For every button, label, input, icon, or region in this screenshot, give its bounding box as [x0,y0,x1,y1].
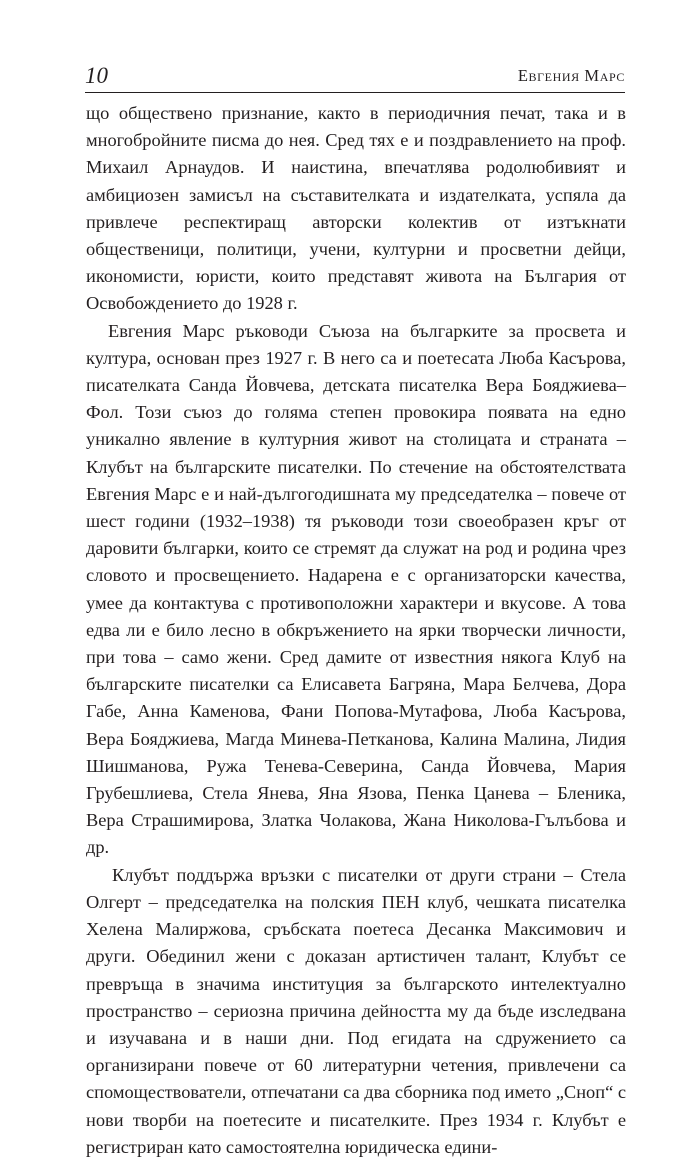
body-text [86,100,626,1161]
paragraph-2: Евгения Марс ръководи Съюза на българките за просвета и култура, основан през 1927 г. В него са и поетесата Люба Касърова, писателката Санда Йовчева, детската писателка Вера Бояджиева–Фол. Този съюз до голяма степен провокира появата на едно уникално явление в културния живот на столицата и страната – Клубът на българските писателки. По стечение на обстоятелствата Евгения Марс е и най-дългогодишната му председателка – повече от шест години (1932–1938) тя ръководи този своеобразен кръг от даровити българки, които се стремят да служат на род и родина чрез словото и просвещението. Надарена е с организаторски качества, умее да контактува с противоположни характери и вкусове. А това едва ли е било лесно в обкръжението на ярки творчески личности, при това – само жени. Сред дамите от известния някога Клуб на българските писателки са Елисавета Багряна, Мара Белчева, Дора Габе, Анна Каменова, Фани Попова-Мутафова, Люба Касърова, Вера Бояджиева, Магда Минева-Петканова, Калина Малина, Лидия Шишманова, Ружа Тенева-Северина, Санда Йовчева, Мария Грубешлиева, Стела Янева, Яна Язова, Пенка Цанева – Бленика, Вера Страшимирова, Златка Чолакова, Жана Николова-Гълъбова и др. [86,320,626,858]
header-rule [85,92,625,93]
page-number: 10 [85,63,108,88]
paragraph-1: що обществено признание, както в периодичния печат, така и в многобройните писма до нея. Сред тях е и поздравлението на проф. Михаил Арнаудов. И наистина, впечатлява родолюбивият и амбициозен замисъл на съставителката и издателката, успяла да привлече респектиращ авторски колектив от изтъкнати общественици, политици, учени, културни и просветни дейци, икономисти, юристи, които представят живота на България от Освобождението до 1928 г. [86,103,626,314]
paragraph-3: Клубът поддържа връзки с писателки от други страни – Стела Олгерт – председателка на полския ПЕН клуб, чешката писателка Хелена Малиржова, сръбската поетеса Десанка Максимович и други. Обединил жени с доказан артистичен талант, Клубът се превръща в значима институция за българското интелектуално пространство – сериозна причина дейността му да бъде изследвана и изучавана и в наши дни. Под егидата на сдружението са организирани повече от 60 литературни четения, привлечени са спомоществователи, отпечатани са два сборника под името „Сноп“ с нови творби на поетесите и писателките. През 1934 г. Клубът е регистриран като самостоятелна юридическа едини- [86,864,626,1157]
running-head [85,62,625,90]
running-title: Евгения Марс [517,66,625,85]
